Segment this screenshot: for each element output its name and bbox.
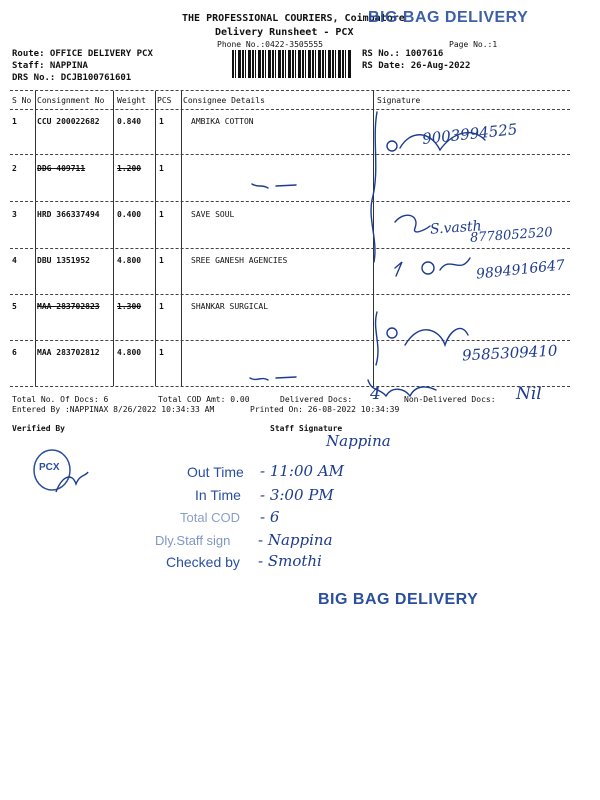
staff-sign-label: Dly.Staff sign (155, 533, 231, 548)
checked-by-label: Checked by (166, 554, 240, 570)
col-consignee: Consignee Details (183, 96, 265, 105)
total-docs: Total No. Of Docs: 6 (12, 395, 109, 404)
checked-by-value: - Smothi (258, 552, 322, 570)
company-name: THE PROFESSIONAL COURIERS, Coimbatore (182, 13, 405, 24)
col-weight: Weight (117, 96, 146, 105)
staff: Staff: NAPPINA (12, 61, 88, 71)
total-cod-label: Total COD (180, 510, 240, 525)
staff-sign-value: - Nappina (258, 531, 333, 549)
row-4-sno: 4 (12, 256, 17, 265)
row-6-signature-phone: 9585309410 (461, 341, 558, 365)
row-6-weight: 4.800 (117, 348, 142, 357)
row-5-pcs: 1 (159, 302, 164, 311)
rs-date: RS Date: 26-Aug-2022 (362, 61, 471, 71)
route: Route: OFFICE DELIVERY PCX (12, 49, 153, 59)
row-1-sno: 1 (12, 117, 17, 126)
row-2-weight: 1.200 (117, 164, 142, 173)
row-4-consignment: DBU 1351952 (37, 256, 90, 265)
row-4-weight: 4.800 (117, 256, 142, 265)
row-6-pcs: 1 (159, 348, 164, 357)
verified-by: Verified By (12, 424, 65, 433)
row-1-consignment: CCU 200022682 (37, 117, 100, 126)
in-time-label: In Time (195, 487, 241, 503)
row-4-signature-phone: 9894916647 (475, 257, 566, 283)
page-number: Page No.:1 (449, 40, 498, 49)
row-3-consignment: HRD 366337494 (37, 210, 100, 219)
row-3-sno: 3 (12, 210, 17, 219)
row-2-pcs: 1 (159, 164, 164, 173)
row-1-pcs: 1 (159, 117, 164, 126)
drs-number: DRS No.: DCJB100761601 (12, 73, 132, 83)
total-cod-value: - 6 (260, 508, 280, 526)
row-2-sno: 2 (12, 164, 17, 173)
row-1-signature-phone: 9003994525 (421, 120, 519, 148)
out-time-label: Out Time (187, 464, 244, 480)
row-3-signature-name: S.vasth (429, 218, 483, 238)
delivered-docs-label: Delivered Docs: (280, 395, 353, 404)
row-6-sno: 6 (12, 348, 17, 357)
delivered-docs-value: 4 (370, 384, 381, 404)
non-delivered-docs-label: Non-Delivered Docs: (404, 395, 496, 404)
document-title: Delivery Runsheet - PCX (215, 27, 354, 38)
row-5-consignee: SHANKAR SURGICAL (191, 302, 269, 311)
non-delivered-docs-value: Nil (516, 384, 542, 404)
out-time-value: - 11:00 AM (260, 462, 345, 480)
staff-signature-value: Nappina (326, 432, 391, 450)
row-5-consignment: MAA 283702823 (37, 302, 100, 311)
row-3-consignee: SAVE SOUL (191, 210, 235, 219)
pcx-stamp-circle (28, 446, 88, 506)
top-delivery-stamp: BIG BAG DELIVERY (368, 9, 529, 26)
staff-signature-label: Staff Signature (270, 424, 343, 433)
col-sno: S No (12, 96, 32, 105)
entered-by: Entered By :NAPPINAX 8/26/2022 10:34:33 AM (12, 405, 215, 414)
row-5-weight: 1.300 (117, 302, 142, 311)
row-2-consignment: DDG 409711 (37, 164, 86, 173)
total-cod: Total COD Amt: 0.00 (158, 395, 250, 404)
row-6-consignment: MAA 283702812 (37, 348, 100, 357)
col-signature: Signature (377, 96, 421, 105)
row-1-weight: 0.840 (117, 117, 142, 126)
row-5-sno: 5 (12, 302, 17, 311)
row-3-signature-phone: 8778052520 (469, 225, 554, 246)
phone-number: Phone No.:0422-3505555 (217, 40, 323, 49)
col-consignment: Consignment No (37, 96, 105, 105)
printed-on: Printed On: 26-08-2022 10:34:39 (250, 405, 400, 414)
in-time-value: - 3:00 PM (260, 486, 334, 504)
row-4-consignee: SREE GANESH AGENCIES (191, 256, 288, 265)
bottom-delivery-stamp: BIG BAG DELIVERY (318, 591, 479, 608)
pcx-stamp-text: PCX (39, 462, 60, 473)
row-3-weight: 0.400 (117, 210, 142, 219)
rs-number: RS No.: 1007616 (362, 49, 444, 59)
row-4-pcs: 1 (159, 256, 164, 265)
col-pcs: PCS (157, 96, 172, 105)
row-3-pcs: 1 (159, 210, 164, 219)
row-1-consignee: AMBIKA COTTON (191, 117, 254, 126)
